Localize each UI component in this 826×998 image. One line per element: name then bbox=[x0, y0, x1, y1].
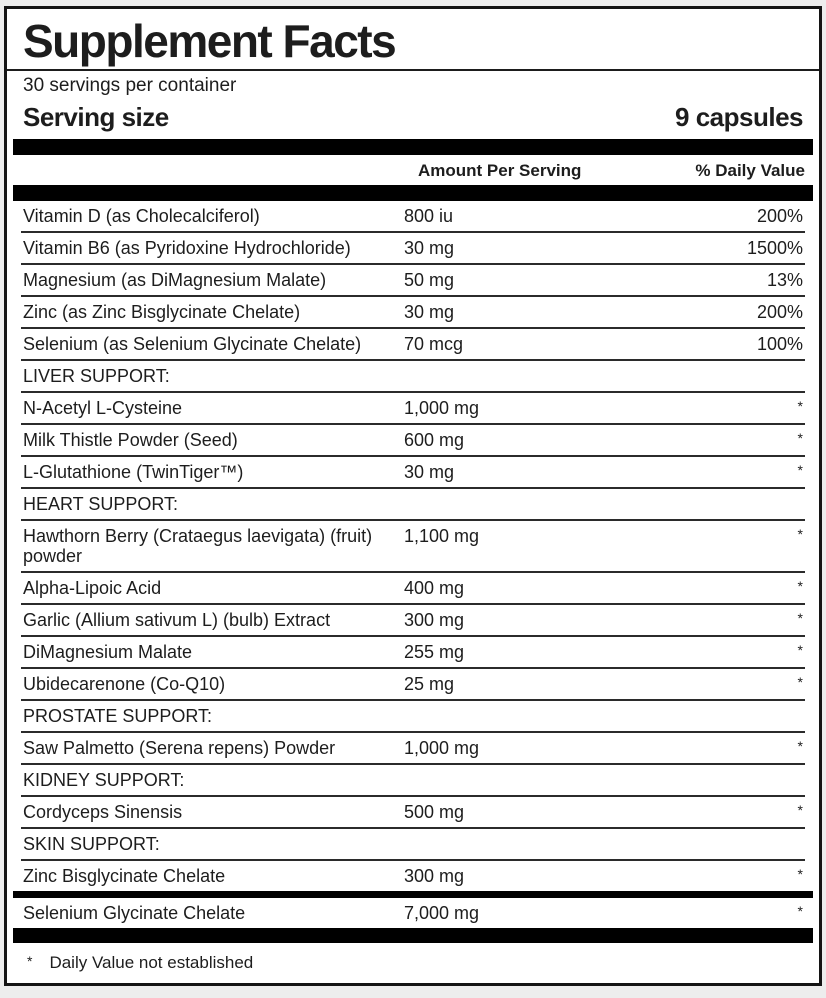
label-header bbox=[7, 9, 819, 71]
ingredient-name: Vitamin D (as Cholecalciferol) bbox=[23, 206, 260, 226]
ingredient-row bbox=[21, 231, 805, 263]
section-row bbox=[21, 763, 805, 795]
ingredient-amount: 800 iu bbox=[404, 206, 454, 226]
ingredient-daily-value: * bbox=[797, 674, 803, 690]
ingredient-row bbox=[21, 327, 805, 359]
ingredient-amount: 400 mg bbox=[404, 578, 465, 598]
ingredient-row bbox=[21, 455, 805, 487]
column-header-row bbox=[21, 155, 805, 185]
footnote-text: Daily Value not established bbox=[49, 953, 254, 972]
ingredient-amount: 25 mg bbox=[404, 674, 455, 694]
ingredient-name: Selenium Glycinate Chelate bbox=[23, 903, 246, 923]
column-header-amount: Amount Per Serving bbox=[418, 161, 582, 180]
ingredient-amount: 30 mg bbox=[404, 238, 455, 258]
ingredient-amount: 50 mg bbox=[404, 270, 455, 290]
section-title: PROSTATE SUPPORT: bbox=[23, 706, 213, 726]
ingredient-name: Ubidecarenone (Co-Q10) bbox=[23, 674, 226, 694]
ingredient-name: Zinc Bisglycinate Chelate bbox=[23, 866, 226, 886]
ingredient-name: Cordyceps Sinensis bbox=[23, 802, 183, 822]
footnote-asterisk: * bbox=[27, 953, 33, 969]
ingredient-daily-value: 13% bbox=[766, 270, 803, 290]
ingredient-amount: 600 mg bbox=[404, 430, 465, 450]
section-title: SKIN SUPPORT: bbox=[23, 834, 160, 854]
ingredient-amount: 1,100 mg bbox=[404, 526, 480, 546]
section-title: KIDNEY SUPPORT: bbox=[23, 770, 185, 790]
ingredient-daily-value: * bbox=[797, 903, 803, 919]
column-header-daily-value: % Daily Value bbox=[695, 161, 805, 180]
ingredient-row bbox=[21, 603, 805, 635]
ingredient-row bbox=[21, 201, 805, 231]
section-title: LIVER SUPPORT: bbox=[23, 366, 170, 386]
ingredient-daily-value: * bbox=[797, 526, 803, 542]
divider-bar-mid bbox=[13, 891, 813, 898]
ingredient-name: Alpha-Lipoic Acid bbox=[23, 578, 162, 598]
ingredient-name: Saw Palmetto (Serena repens) Powder bbox=[23, 738, 336, 758]
servings-per-container: 30 servings per container bbox=[23, 75, 237, 96]
ingredient-name: Zinc (as Zinc Bisglycinate Chelate) bbox=[23, 302, 301, 322]
ingredient-name: Magnesium (as DiMagnesium Malate) bbox=[23, 270, 327, 290]
ingredient-amount: 30 mg bbox=[404, 302, 455, 322]
ingredient-amount: 300 mg bbox=[404, 866, 465, 886]
ingredient-amount: 1,000 mg bbox=[404, 398, 480, 418]
section-title: HEART SUPPORT: bbox=[23, 494, 179, 514]
ingredient-daily-value: 100% bbox=[756, 334, 803, 354]
ingredient-daily-value: * bbox=[797, 866, 803, 882]
ingredient-amount: 1,000 mg bbox=[404, 738, 480, 758]
ingredient-row bbox=[21, 423, 805, 455]
ingredient-name: L-Glutathione (TwinTiger™) bbox=[23, 462, 244, 482]
ingredient-row bbox=[21, 295, 805, 327]
serving-size-value: 9 capsules bbox=[675, 102, 803, 132]
serving-size-row bbox=[21, 97, 805, 139]
ingredient-daily-value: * bbox=[797, 462, 803, 478]
ingredient-amount: 7,000 mg bbox=[404, 903, 480, 923]
section-row bbox=[21, 827, 805, 859]
section-row bbox=[21, 359, 805, 391]
divider-bar-header bbox=[13, 185, 813, 201]
section-row bbox=[21, 699, 805, 731]
ingredient-amount: 500 mg bbox=[404, 802, 465, 822]
supplement-facts-label bbox=[4, 6, 822, 986]
label-title: Supplement Facts bbox=[23, 15, 396, 67]
ingredient-daily-value: 1500% bbox=[746, 238, 803, 258]
ingredient-name: Hawthorn Berry (Crataegus laevigata) (fruit) powder bbox=[23, 526, 373, 566]
serving-size-label: Serving size bbox=[23, 102, 169, 132]
divider-bar-top bbox=[13, 139, 813, 155]
ingredient-row bbox=[21, 635, 805, 667]
ingredient-row bbox=[21, 667, 805, 699]
ingredient-row bbox=[21, 731, 805, 763]
ingredient-row bbox=[21, 263, 805, 295]
ingredient-row bbox=[21, 391, 805, 423]
ingredient-amount: 30 mg bbox=[404, 462, 455, 482]
ingredient-daily-value: * bbox=[797, 642, 803, 658]
ingredient-row bbox=[21, 898, 805, 928]
divider-bar-bottom bbox=[13, 928, 813, 943]
ingredient-amount: 70 mcg bbox=[404, 334, 464, 354]
footnote bbox=[21, 943, 805, 973]
ingredient-daily-value: * bbox=[797, 802, 803, 818]
ingredient-name: Garlic (Allium sativum L) (bulb) Extract bbox=[23, 610, 331, 630]
ingredient-row bbox=[21, 859, 805, 891]
ingredient-daily-value: * bbox=[797, 578, 803, 594]
ingredient-daily-value: * bbox=[797, 610, 803, 626]
ingredient-name: Vitamin B6 (as Pyridoxine Hydrochloride) bbox=[23, 238, 351, 258]
ingredient-name: N-Acetyl L-Cysteine bbox=[23, 398, 183, 418]
section-row bbox=[21, 487, 805, 519]
column-header-spacer bbox=[21, 161, 418, 180]
ingredient-daily-value: 200% bbox=[756, 302, 803, 322]
ingredient-daily-value: 200% bbox=[756, 206, 803, 226]
ingredient-amount: 300 mg bbox=[404, 610, 465, 630]
ingredient-name: Milk Thistle Powder (Seed) bbox=[23, 430, 238, 450]
ingredient-row bbox=[21, 571, 805, 603]
ingredient-daily-value: * bbox=[797, 738, 803, 754]
ingredient-name: Selenium (as Selenium Glycinate Chelate) bbox=[23, 334, 362, 354]
ingredient-row bbox=[21, 519, 805, 571]
ingredient-amount: 255 mg bbox=[404, 642, 465, 662]
ingredient-rows bbox=[21, 201, 805, 928]
ingredient-daily-value: * bbox=[797, 430, 803, 446]
ingredient-name: DiMagnesium Malate bbox=[23, 642, 193, 662]
ingredient-row bbox=[21, 795, 805, 827]
ingredient-daily-value: * bbox=[797, 398, 803, 414]
